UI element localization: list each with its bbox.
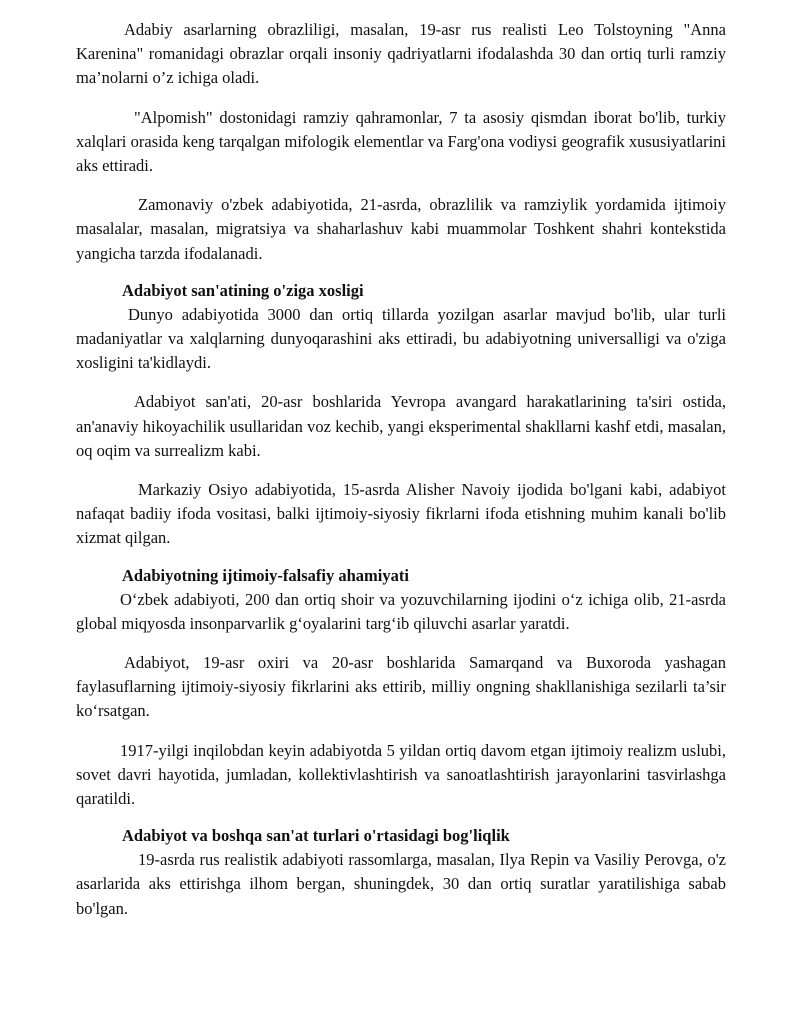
section-heading-other-arts: Adabiyot va boshqa san'at turlari o'rtasidagi bog'liqlik [122,826,510,846]
paragraph-avant-garde: Adabiyot san'ati, 20-asr boshlarida Yevropa avangard harakatlarining ta'siri ostida, an'anaviy hikoyachilik usullaridan voz kechib, yangi eksperimental shakllarni kashf etdi, masalan, oq oqim va surrealizm kabi. [76,392,726,460]
section-heading-social-philosophical: Adabiyotning ijtimoiy-falsafiy ahamiyati [122,565,409,585]
paragraph-modern-uzbek: Zamonaviy o'zbek adabiyotida, 21-asrda, obrazlilik va ramziylik yordamida ijtimoiy masalalar, masalan, migratsiya va shaharlashuv kabi muammolar Toshkent shahri kontekstida yangicha tarzda ifodalanadi. [76,195,726,263]
paragraph-alpomish: "Alpomish" dostonidagi ramziy qahramonlar, 7 ta asosiy qismdan iborat bo'lib, turkiy xalqlari orasida keng tarqalgan mifologik elementlar va Farg'ona vodiysi geografik xususiyatlarini aks ettiradi. [76,107,726,176]
document-page [76,18,726,921]
paragraph-uzbek-literature: O‘zbek adabiyoti, 200 dan ortiq shoir va yozuvchilarning ijodini o‘z ichiga olib, 21-asrda global miqyosda insonparvarlik g‘oyalarini targ‘ib qiluvchi asarlar yaratdi. [76,589,726,633]
paragraph-socialist-realism: 1917-yilgi inqilobdan keyin adabiyotda 5 yildan ortiq davom etgan ijtimoiy realizm uslubi, sovet davri hayotida, jumladan, kollektivlashtirish va sanoatlashtirish jarayonlarini tasvirlashga qaratildi. [76,740,726,809]
paragraph-russian-realism: 19-asrda rus realistik adabiyoti rassomlarga, masalan, Ilya Repin va Vasiliy Perovga, o'z asarlarida aks ettirishga ilhom bergan, shuningdek, 30 dan ortiq suratlar yaratilishiga sabab bo'lgan. [76,850,726,918]
paragraph-world-literature: Dunyo adabiyotida 3000 dan ortiq tillarda yozilgan asarlar mavjud bo'lib, ular turli madaniyatlar va xalqlarning dunyoqarashini aks ettiradi, bu adabiyotning universalligi va o'ziga xosligini ta'kidlaydi. [76,304,726,373]
paragraph-samarkand-bukhara: Adabiyot, 19-asr oxiri va 20-asr boshlarida Samarqand va Buxoroda yashagan faylasuflarning ijtimoiy-siyosiy fikrlarini aks ettirib, milliy ongning shakllanishiga sezilarli ta’sir ko‘rsatgan. [76,653,726,721]
paragraph-central-asia: Markaziy Osiyo adabiyotida, 15-asrda Alisher Navoiy ijodida bo'lgani kabi, adabiyot nafaqat badiiy ifoda vositasi, balki ijtimoiy-siyosiy fikrlarni ifoda etishning muhim kanali bo'lib xizmat qilgan. [76,480,726,548]
section-heading-literary-art: Adabiyot san'atining o'ziga xosligi [122,280,364,300]
paragraph-tolstoy: Adabiy asarlarning obrazliligi, masalan, 19-asr rus realisti Leo Tolstoyning "Anna Karenina" romanidagi obrazlar orqali insoniy qadriyatlarni ifodalashda 30 dan ortiq turli ramziy ma’nolarni o’z ichiga oladi. [76,20,726,88]
